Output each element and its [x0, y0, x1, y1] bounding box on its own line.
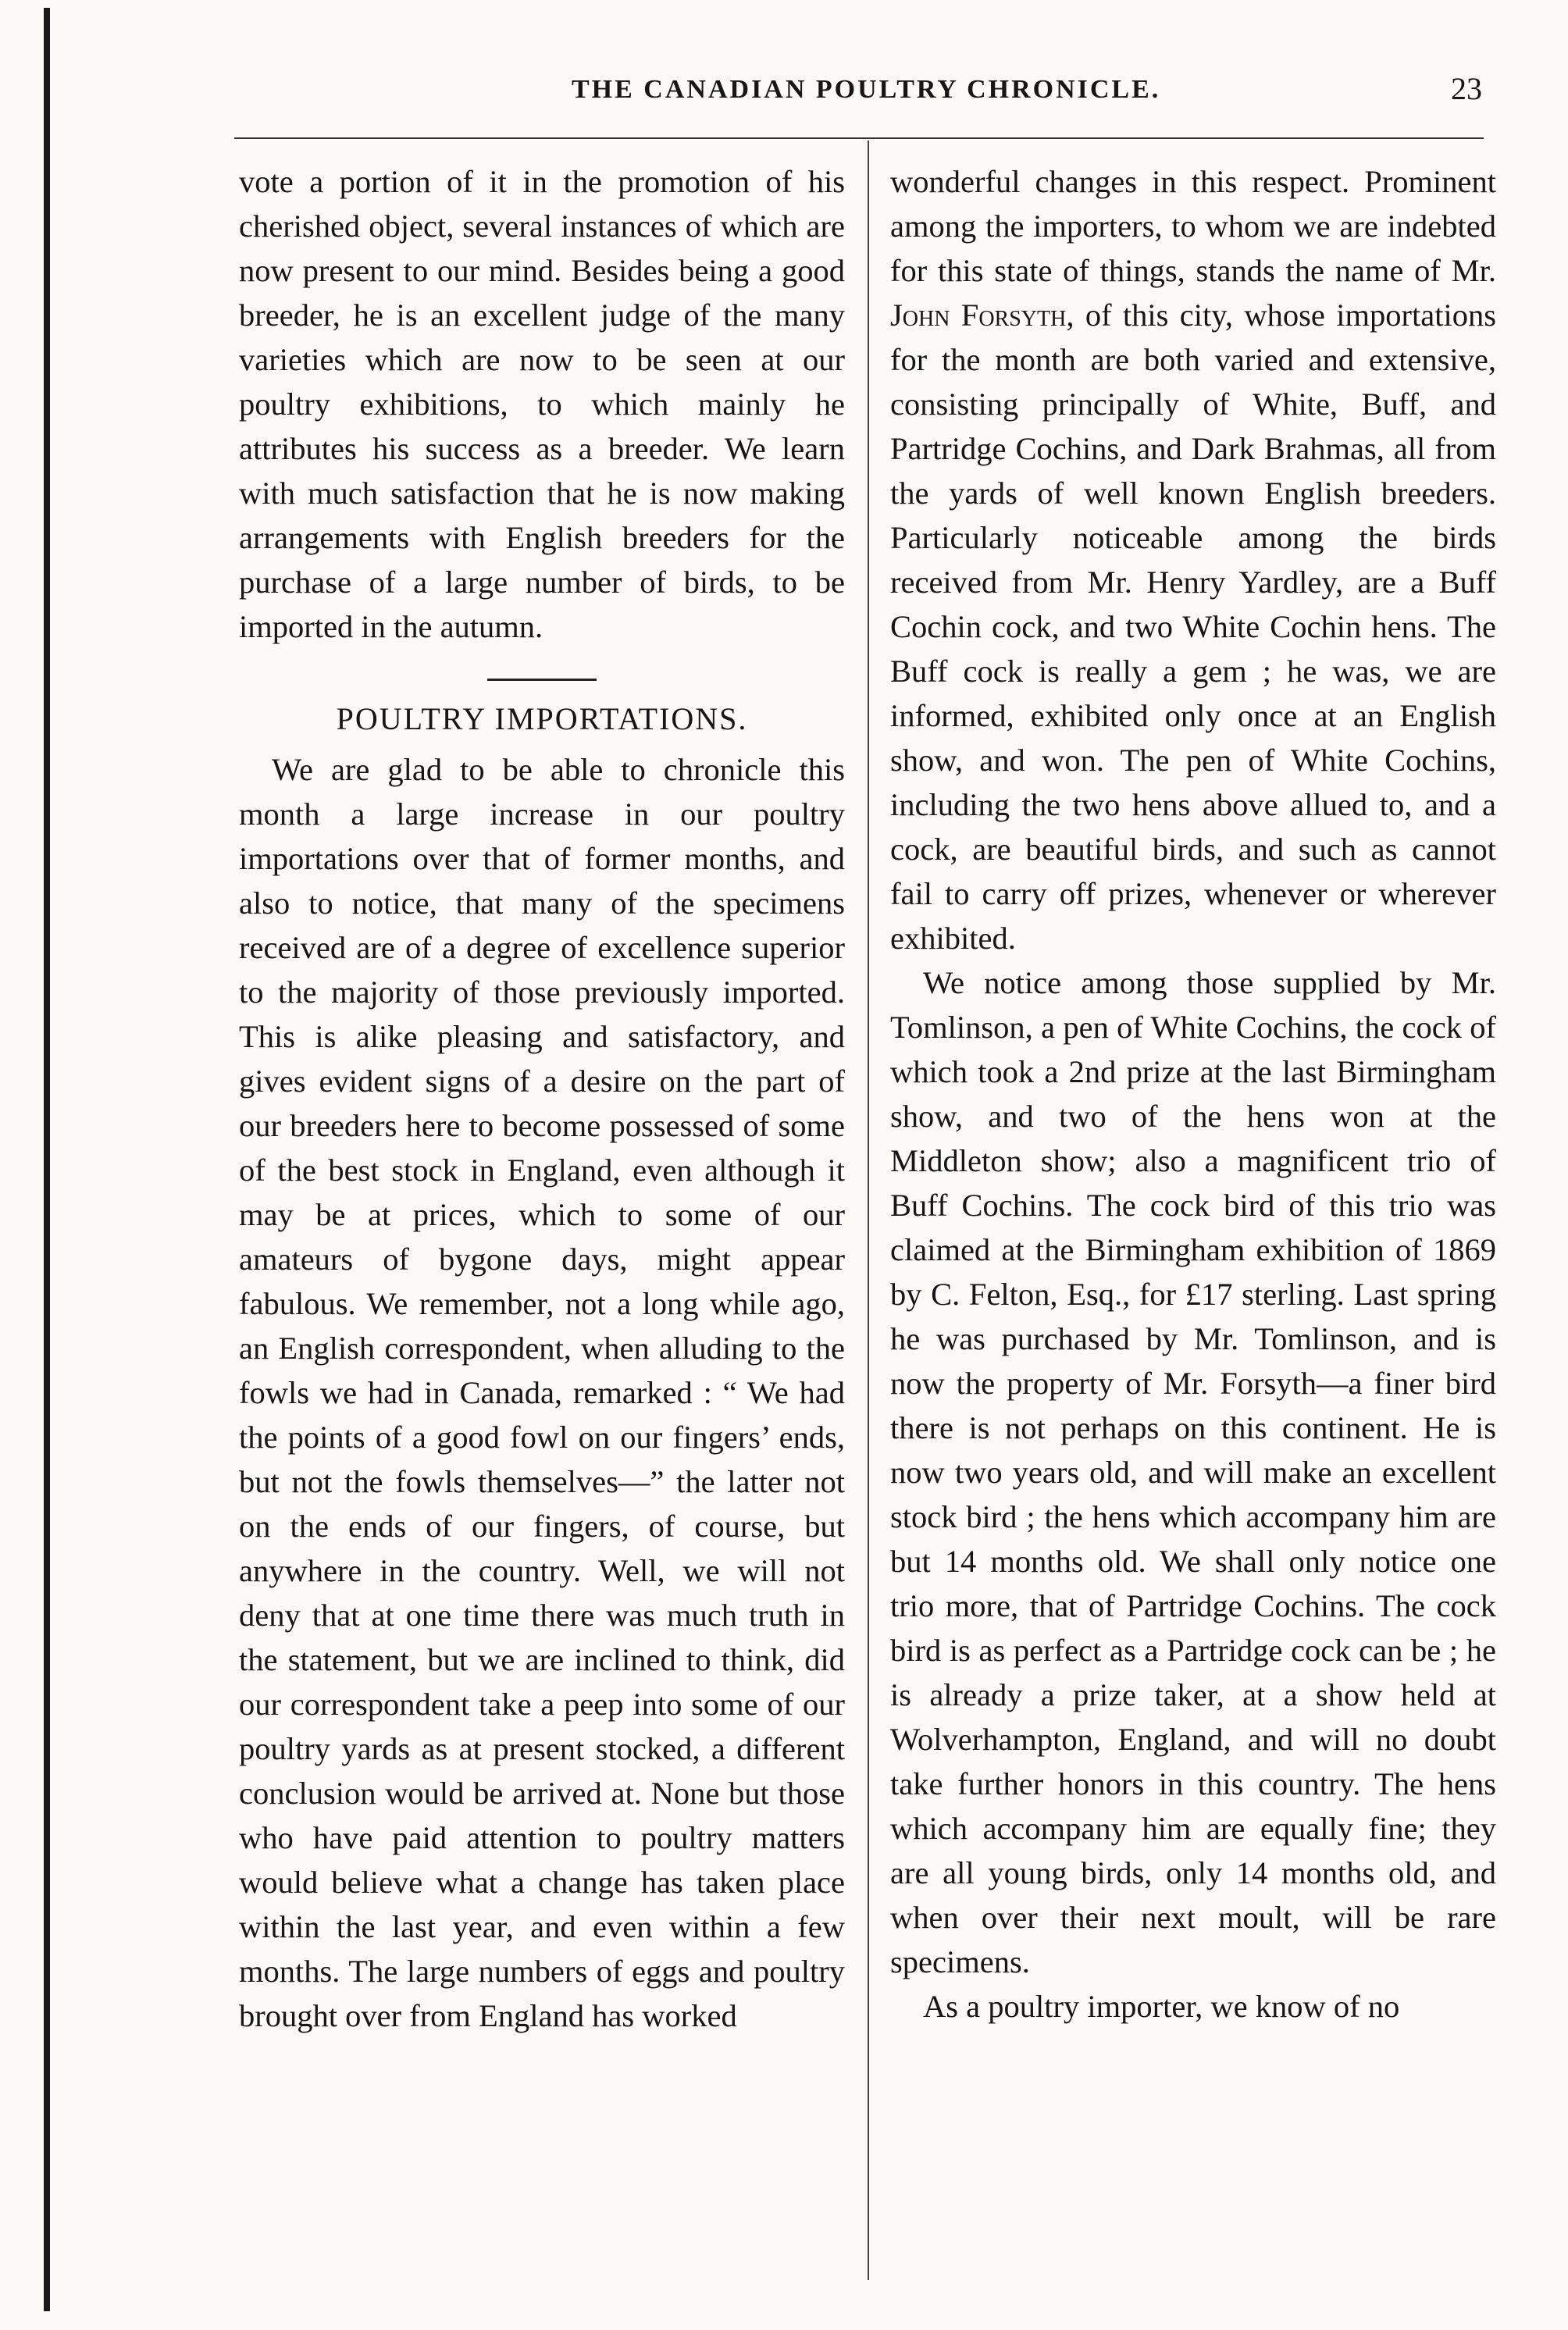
section-heading: POULTRY IMPORTATIONS.: [336, 701, 748, 736]
page-number: 23: [1451, 71, 1482, 106]
body-paragraph: As a poultry importer, we know of no: [923, 1989, 1400, 2024]
paragraph-text: , of this city, whose importations for the month are both varied and extensive, consisting principally of White, Buff, and Partridge Cochins, and Dark Brahmas, all from the yards of well known English breeders. Particularly noticeable among the birds received from Mr. Henry Yardley, are a Buff Cochin cock, and two White Cochin hens. The Buff cock is really a gem ; he was, we are informed, exhibited only once at an English show, and won. The pen of White Cochins, including the two hens above allued to, and a cock, are beautiful birds, and such as cannot fail to carry off prizes, whenever or wherever exhibited.: [890, 297, 1496, 956]
body-paragraph: We notice among those supplied by Mr. Tomlinson, a pen of White Cochins, the cock of which took a 2nd prize at the last Birmingham show, and two of the hens won at the Middleton show; also a magnificent trio of Buff Cochins. The cock bird of this trio was claimed at the Birmingham exhibition of 1869 by C. Felton, Esq., for £17 sterling. Last spring he was purchased by Mr. Tomlinson, and is now the property of Mr. Forsyth—a finer bird there is not perhaps on this continent. He is now two years old, and will make an excellent stock bird ; the hens which accompany him are but 14 months old. We shall only notice one trio more, that of Partridge Cochins. The cock bird is as perfect as a Partridge cock can be ; he is already a prize taker, at a show held at Wolverhampton, England, and will no doubt take further honors in this country. The hens which accompany him are equally fine; they are all young birds, only 14 months old, and when over their next moult, will be rare specimens.: [890, 965, 1496, 1979]
column-divider: [868, 141, 869, 2280]
body-paragraph: We are glad to be able to chronicle this month a large increase in our poultry importations over that of former months, and also to notice, that many of the specimens received are of a degree of excellence superior to the majority of those previously imported. This is alike pleasing and satisfactory, and gives evident signs of a desire on the part of our breeders here to become possessed of some of the best stock in England, even although it may be at prices, which to some of our amateurs of bygone days, might appear fabulous. We remember, not a long while ago, an English correspondent, when alluding to the fowls we had in Canada, remarked : “ We had the points of a good fowl on our fingers’ ends, but not the fowls themselves—” the latter not on the ends of our fingers, of course, but anywhere in the country. Well, we will not deny that at one time there was much truth in the statement, but we are inclined to think, did our correspondent take a peep into some of our poultry yards as at present stocked, a different conclusion would be arrived at. None but those who have paid attention to poultry matters would believe what a change has taken place within the last year, and even within a few months. The large numbers of eggs and poultry brought over from England has worked: [239, 752, 845, 2033]
header-rule: [234, 137, 1484, 139]
importer-name: John Forsyth: [890, 297, 1067, 333]
paragraph-text: wonderful changes in this respect. Prominent among the importers, to whom we are indebted for this state of things, stands the name of Mr.: [890, 164, 1496, 288]
continued-paragraph: vote a portion of it in the promotion of his cherished object, several instances of which are now present to our mind. Besides being a good breeder, he is an excellent judge of the many varieties which are now to be seen at our poultry exhibitions, to which mainly he attributes his success as a breeder. We learn with much satisfaction that he is now making arrangements with English breeders for the purchase of a large number of birds, to be imported in the autumn.: [239, 164, 845, 644]
page-edge-rule: [44, 8, 50, 2311]
left-column: [239, 159, 845, 2038]
body-paragraph: [890, 159, 1496, 960]
right-column: [890, 159, 1496, 2029]
section-separator: [487, 679, 597, 681]
running-header: [234, 71, 1482, 122]
running-title: THE CANADIAN POULTRY CHRONICLE.: [572, 75, 1161, 104]
